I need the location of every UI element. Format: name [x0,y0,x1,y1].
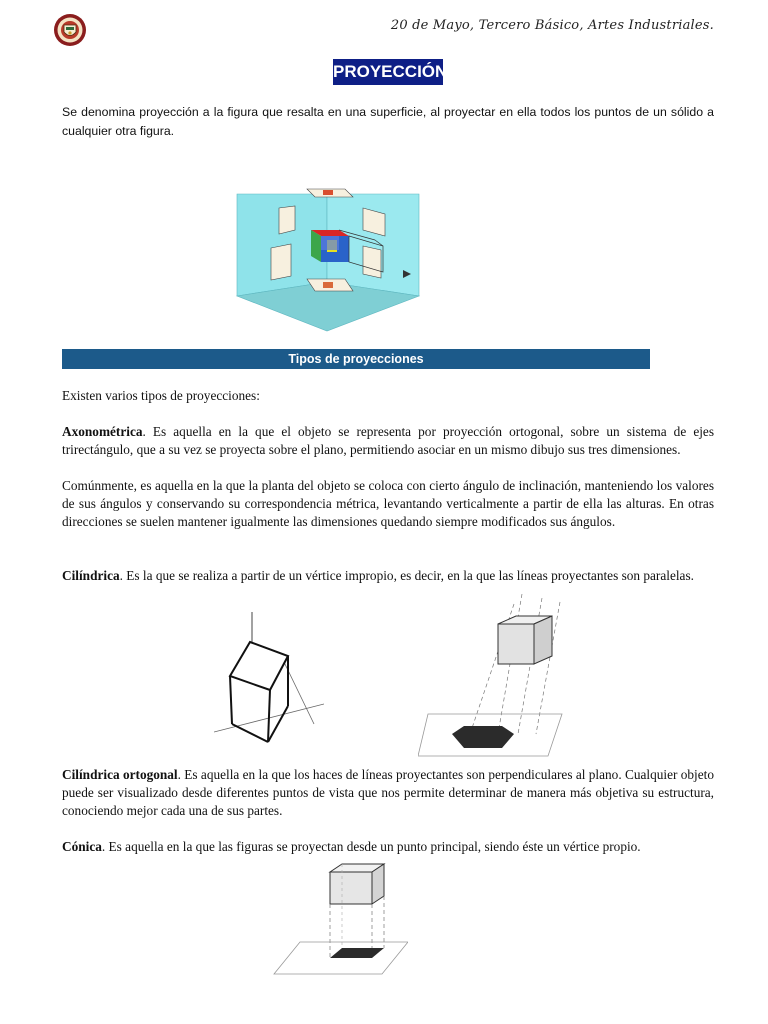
section-heading-tipos: Tipos de proyecciones [62,349,650,369]
term-conica: Cónica [62,839,102,854]
lead-text: Existen varios tipos de proyecciones: [62,388,260,403]
header-date-note: 20 de Mayo, Tercero Básico, Artes Industriales. [390,18,714,33]
page-title: PROYECCIÓN [333,59,443,85]
projection-room-figure [235,186,421,332]
term-cilindrica-ortogonal: Cilíndrica ortogonal [62,767,178,782]
cilindrica-ortogonal-paragraph: Cilíndrica ortogonal. Es aquella en la que los haces de líneas proyectantes son perpendiculares al plano. Cualquier objeto puede ser visualizado desde diferentes puntos de vista que nos permite determinar de manera más objetiva su estructura, conociendo mejor cada una de sus partes. [62,767,714,818]
cube-projection-figure [272,862,408,978]
school-crest-logo [53,13,87,47]
term-cilindrica: Cilíndrica [62,568,120,583]
oblique-prism-figure [214,612,324,748]
term-axonometrica: Axonométrica [62,424,143,439]
parallel-projection-figure [418,594,568,764]
conica-paragraph: Cónica. Es aquella en la que las figuras se proyectan desde un punto principal, siendo éste un vértice propio. [62,839,641,854]
cilindrica-paragraph: Cilíndrica. Es la que se realiza a partir de un vértice impropio, es decir, en la que las líneas proyectantes son paralelas. [62,568,694,583]
intro-paragraph: Se denomina proyección a la figura que resalta en una superficie, al proyectar en ella todos los puntos de un sólido a cualquier otra figura. [62,105,714,138]
comunmente-paragraph: Comúnmente, es aquella en la que la planta del objeto se coloca con cierto ángulo de inclinación, manteniendo los valores de sus ángulos y conservando su correspondencia métrica, levantando verticalmente a partir de ella las alturas. En otras direcciones se suelen mantener igualmente las dimensiones quedando siempre modificados sus ángulos. [62,478,714,529]
axonometrica-paragraph: Axonométrica. Es aquella en la que el objeto se representa por proyección ortogonal, sobre un sistema de ejes trirectángulo, que a su vez se proyecta sobre el plano, permitiendo asociar en un mismo dibujo sus tres dimensiones. [62,424,714,457]
